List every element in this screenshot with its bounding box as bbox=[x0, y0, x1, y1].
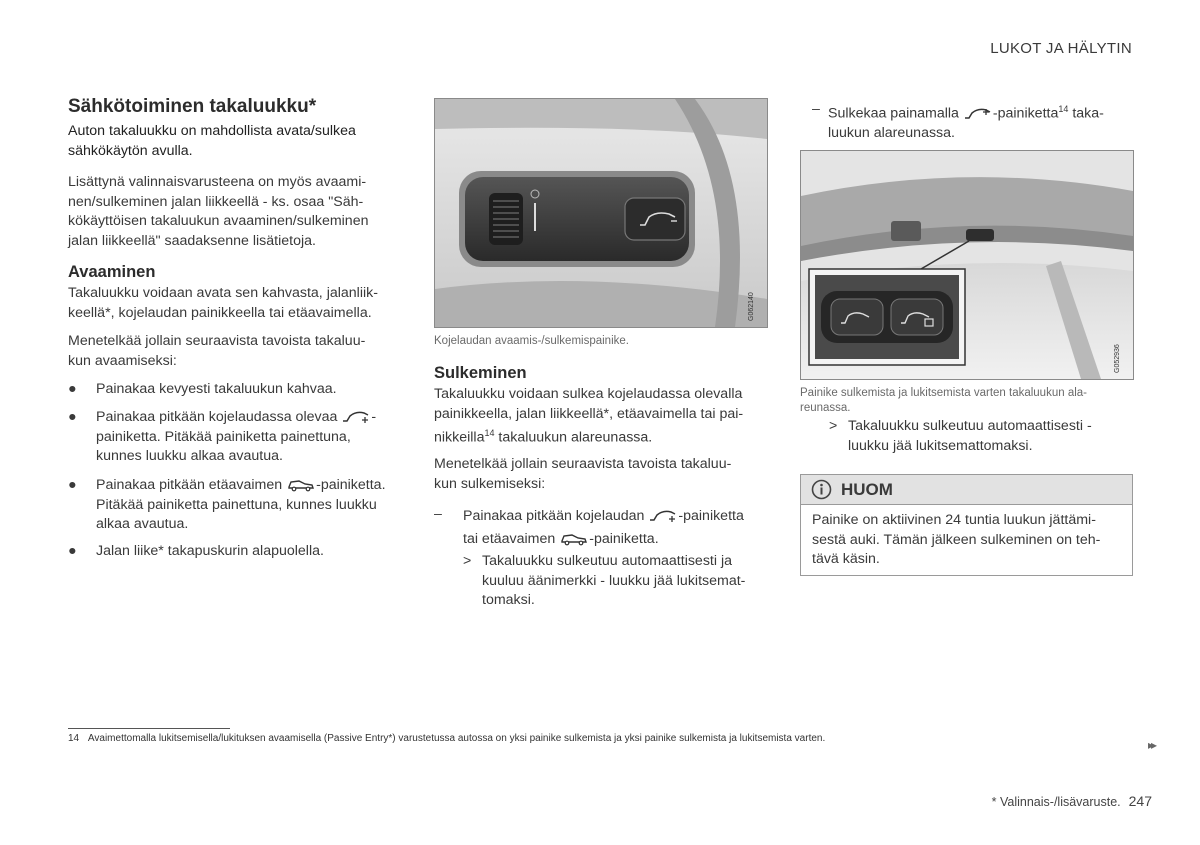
text-run: - bbox=[371, 409, 377, 425]
tailgate-button-icon bbox=[649, 509, 677, 523]
bullet: ● bbox=[68, 381, 77, 397]
intro-line: sähkökäytön avulla. bbox=[68, 142, 193, 159]
list-item bbox=[68, 476, 401, 536]
text-line: tävä käsin. bbox=[812, 551, 880, 567]
paragraph bbox=[68, 173, 368, 251]
text-line: Menetelkää jollain seuraavista tavoista takaluu- bbox=[434, 456, 732, 472]
text-run: luukun alareunassa. bbox=[828, 125, 955, 142]
result-marker: > bbox=[829, 418, 838, 434]
text-line: Takaluukku sulkeutuu automaattisesti - bbox=[848, 418, 1092, 434]
caption-line: Painike sulkemista ja lukitsemista varten takaluukun ala- bbox=[800, 387, 1087, 399]
list-item-text bbox=[96, 476, 401, 535]
result-text bbox=[482, 552, 772, 611]
text-run: Sulkekaa painamalla bbox=[828, 105, 959, 122]
continue-arrows-icon: ▸▸ bbox=[1148, 738, 1155, 752]
page-title: Sähkötoiminen takaluukku* bbox=[68, 96, 317, 117]
remote-key-tailgate-icon bbox=[287, 478, 315, 492]
list-item-text bbox=[828, 100, 1133, 144]
text-run: taka- bbox=[1068, 105, 1104, 122]
footnote-ref: 14 bbox=[1058, 104, 1069, 114]
text-line: Lisättynä valinnaisvarusteena on myös avaami- bbox=[68, 174, 367, 190]
text-line: tomaksi. bbox=[482, 592, 535, 608]
tailgate-button-photo bbox=[800, 150, 1134, 380]
list-item-text: Jalan liike* takapuskurin alapuolella. bbox=[96, 543, 324, 559]
dashboard-illustration bbox=[435, 99, 767, 327]
text-line: Takaluukku sulkeutuu automaattisesti ja bbox=[482, 553, 732, 569]
text-line bbox=[434, 424, 769, 448]
figure-caption bbox=[800, 386, 1132, 416]
section-header: LUKOT JA HÄLYTIN bbox=[990, 40, 1132, 57]
text-run: kunnes luukku alkaa avautua. bbox=[96, 448, 283, 464]
text-line: sestä auki. Tämän jälkeen sulkeminen on teh- bbox=[812, 531, 1101, 548]
text-line: Takaluukku voidaan avata sen kahvasta, jalanliik- bbox=[68, 285, 378, 301]
text-run: -painiketta bbox=[678, 508, 744, 524]
list-item bbox=[68, 542, 401, 562]
note-box bbox=[800, 474, 1133, 576]
footnote-divider bbox=[68, 728, 230, 729]
text-run: alkaa avautua. bbox=[96, 516, 189, 532]
paragraph bbox=[434, 455, 769, 494]
list-item-text bbox=[463, 505, 769, 551]
footnote-text: Avaimettomalla lukitsemisella/lukituksen avaamisella (Passive Entry*) varustetussa autossa on yksi painike sulkemista ja yksi painike sulkemista ja lukitsemista varten. bbox=[87, 733, 826, 744]
result-marker: > bbox=[463, 553, 472, 569]
text-line: kökäyttöisen takaluukun avaaminen/sulkeminen bbox=[68, 213, 369, 229]
text-run: Painakaa pitkään kojelaudassa olevaa bbox=[96, 409, 338, 425]
text-run: Painakaa pitkään etäavaimen bbox=[96, 477, 283, 493]
footnote bbox=[68, 733, 825, 744]
figure-code: G052936 bbox=[1114, 344, 1121, 373]
text-line: jalan liikkeellä" saadaksenne lisätietoja. bbox=[68, 232, 316, 249]
text-line: keellä*, kojelaudan painikkeella tai etäavaimella. bbox=[68, 304, 372, 321]
list-item-text: Painakaa kevyesti takaluukun kahvaa. bbox=[96, 381, 337, 397]
page-footer bbox=[992, 793, 1152, 809]
text-line: painikkeella, jalan liikkeellä*, etäavaimella tai pai- bbox=[434, 405, 744, 422]
text-line: nen/sulkeminen jalan liikkeellä - ks. osaa "Säh- bbox=[68, 193, 364, 210]
tailgate-button-icon bbox=[964, 107, 992, 121]
text-line: luukku jää lukitsemattomaksi. bbox=[848, 437, 1033, 454]
result-text bbox=[848, 417, 1133, 456]
bullet: ● bbox=[68, 409, 77, 425]
text-line: Takaluukku voidaan sulkea kojelaudassa olevalla bbox=[434, 386, 743, 402]
text-run: tai etäavaimen bbox=[463, 531, 556, 547]
note-title: HUOM bbox=[841, 480, 893, 499]
text-run: Painakaa pitkään kojelaudan bbox=[463, 508, 645, 524]
bullet: ● bbox=[68, 477, 77, 493]
dashboard-button-photo bbox=[434, 98, 768, 328]
figure-code: G062140 bbox=[748, 292, 755, 321]
text-line: Painike on aktiivinen 24 tuntia luukun jättämi- bbox=[812, 512, 1096, 528]
footnote-number: 14 bbox=[68, 733, 80, 744]
text-run: Pitäkää painiketta painettuna, kunnes luukku bbox=[96, 496, 377, 513]
text-run: takaluukun alareunassa. bbox=[494, 429, 653, 446]
list-item-text bbox=[96, 408, 401, 467]
figure-caption: Kojelaudan avaamis-/sulkemispainike. bbox=[434, 335, 629, 347]
text-run: painiketta. Pitäkää painiketta painettuna, bbox=[96, 428, 351, 445]
info-icon bbox=[811, 479, 832, 500]
text-run: -painiketta. bbox=[316, 477, 386, 493]
dash-marker: – bbox=[434, 506, 442, 522]
dash-marker: – bbox=[812, 101, 820, 117]
list-item bbox=[68, 408, 401, 468]
note-header bbox=[801, 475, 1132, 505]
text-line: kun avaamiseksi: bbox=[68, 352, 177, 369]
caption-line: reunassa. bbox=[800, 402, 851, 414]
text-line: kuuluu äänimerkki - luukku jää lukitsemat- bbox=[482, 572, 746, 589]
tailgate-button-icon bbox=[342, 410, 370, 424]
footnote-ref: 14 bbox=[484, 428, 495, 438]
paragraph bbox=[68, 332, 365, 371]
paragraph bbox=[68, 284, 378, 323]
subheading-closing: Sulkeminen bbox=[434, 364, 527, 382]
intro-text bbox=[68, 122, 356, 161]
note-text bbox=[812, 511, 1127, 570]
text-run: -painiketta. bbox=[589, 531, 659, 547]
tailgate-illustration bbox=[801, 151, 1133, 379]
page-number: 247 bbox=[1128, 793, 1152, 809]
bullet: ● bbox=[68, 543, 77, 559]
intro-line: Auton takaluukku on mahdollista avata/sulkea bbox=[68, 123, 356, 139]
text-line: Menetelkää jollain seuraavista tavoista takaluu- bbox=[68, 333, 366, 349]
list-item bbox=[68, 380, 401, 400]
text-line: kun sulkemiseksi: bbox=[434, 475, 546, 492]
remote-key-tailgate-icon bbox=[560, 532, 588, 546]
text-run: nikkeilla bbox=[434, 429, 485, 446]
paragraph bbox=[434, 385, 769, 448]
text-run: -painiketta bbox=[992, 105, 1059, 122]
subheading-opening: Avaaminen bbox=[68, 263, 156, 281]
optional-equipment-note: * Valinnais-/lisävaruste. bbox=[991, 795, 1121, 809]
